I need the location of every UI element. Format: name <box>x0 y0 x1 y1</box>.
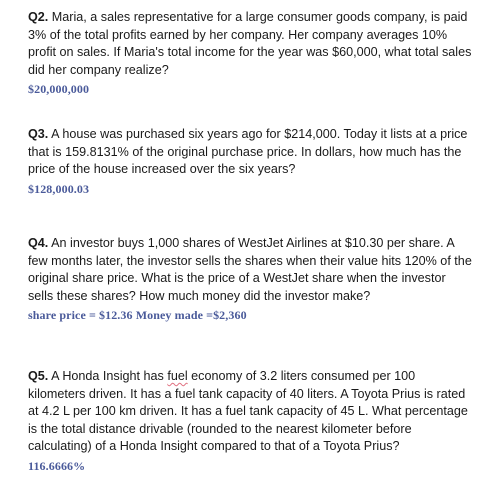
question-3-body: A house was purchased six years ago for $214,000. Today it lists at a price that is 159.8131% of the original purchase price. In dollars, how much has the price of the house increased over the six years? <box>28 127 468 177</box>
question-4-body: An investor buys 1,000 shares of WestJet Airlines at $10.30 per share. A few months later, the investor sells the shares when their value hits 120% of the original share price. What is the price of a WestJet share when the investor sells these shares? How much money did the investor make? <box>28 236 472 303</box>
question-4-answer[interactable]: share price = $12.36 Money made =$2,360 <box>28 308 247 323</box>
spellcheck-flagged-word[interactable]: fuel <box>167 369 188 383</box>
question-2-answer[interactable]: $20,000,000 <box>28 82 90 97</box>
question-5-answer[interactable]: 116.6666% <box>28 458 86 473</box>
question-5 <box>28 368 474 474</box>
question-4 <box>28 235 474 323</box>
question-5-body-end: economy of 3.2 liters consumed per 100 kilometers driven. It has a fuel tank capacity of 40 liters. A Toyota Prius is rated at 4.2 L per 100 km driven. It has a fuel tank capacity of 45 L. What percentage is the total distance drivable (rounded to the nearest kilometer before calculating) of a Honda Insight compared to that of a Toyota Prius? <box>28 369 468 454</box>
question-4-number: Q4. <box>28 236 49 250</box>
question-5-number: Q5. <box>28 369 49 383</box>
question-2-number: Q2. <box>28 10 49 24</box>
question-3-answer[interactable]: $128,000.03 <box>28 181 90 196</box>
question-2-text <box>28 9 474 79</box>
question-5-text <box>28 368 474 456</box>
question-3 <box>28 126 474 197</box>
question-4-text <box>28 235 474 305</box>
question-2 <box>28 9 474 97</box>
question-2-body: Maria, a sales representative for a large consumer goods company, is paid 3% of the total profits earned by her company. Her company averages 10% profit on sales. If Maria's total income for the year was $60,000, what total sales did her company realize? <box>28 10 472 77</box>
question-5-body-start: A Honda Insight has <box>48 369 168 383</box>
question-3-text <box>28 126 474 179</box>
question-3-number: Q3. <box>28 127 49 141</box>
